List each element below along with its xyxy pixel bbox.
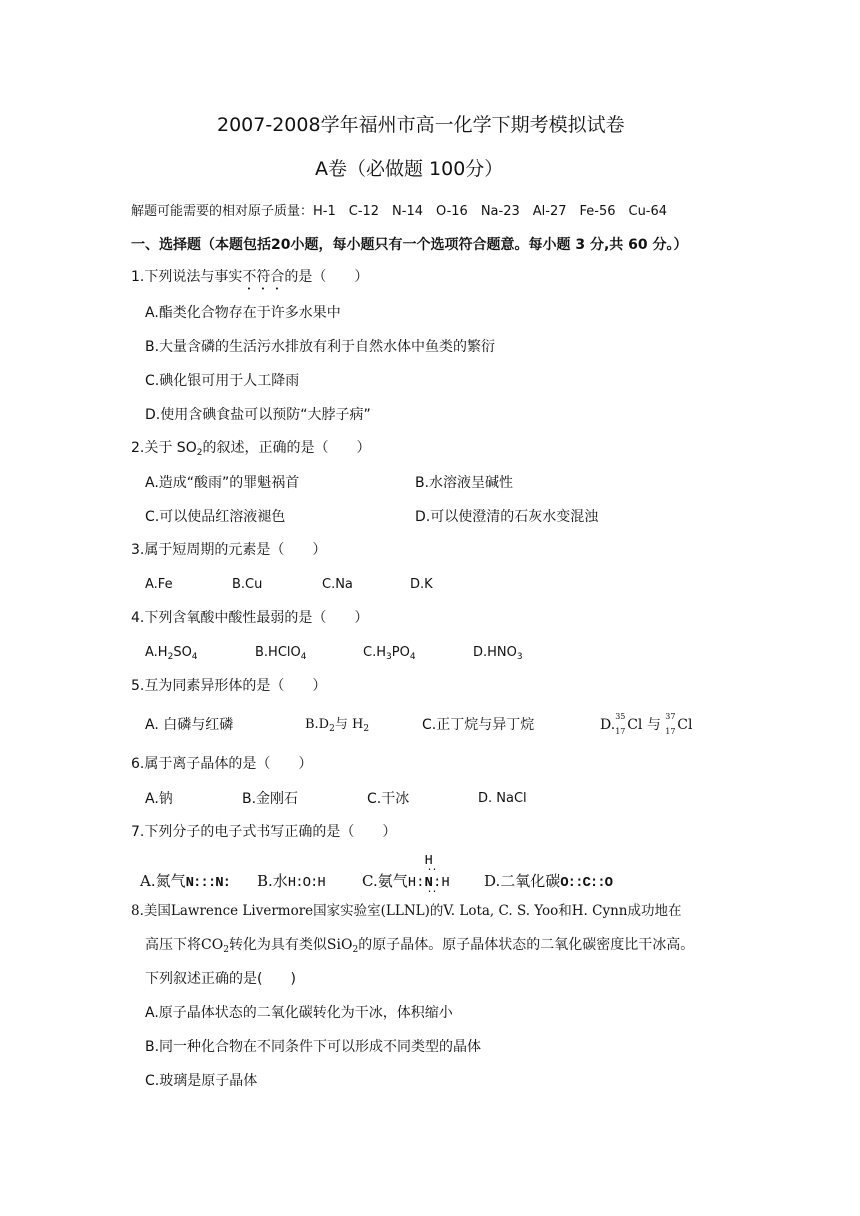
q4-a-mid: SO	[173, 645, 192, 660]
q7-c-label: C.氨气	[362, 872, 408, 890]
q1-option-b: B.大量含磷的生活污水排放有利于自然水体中鱼类的繁衍	[145, 339, 496, 355]
q5-d-z1: 17	[615, 727, 626, 736]
q2-stem-a: 2.关于 SO	[131, 440, 197, 456]
q3-option-c: C.Na	[322, 577, 353, 592]
q5-b-sub1: 2	[329, 724, 335, 734]
q7-c-formula	[407, 853, 450, 898]
q5-b-mid: 与 H	[334, 717, 364, 732]
q4-d-sub1: 3	[516, 652, 523, 662]
q7-c-dots-bottom: ··	[426, 887, 437, 898]
q1-stem-c: 的是（ ）	[284, 269, 369, 285]
q4-a-sub2: 4	[191, 652, 198, 662]
q4-b-pre: B.HClO	[255, 645, 301, 660]
q6-option-c: C.干冰	[367, 791, 410, 807]
q7-option-c	[362, 853, 450, 898]
atomic-mass-note: 解题可能需要的相对原子质量：H-1 C-12 N-14 O-16 Na-23 Al-27 Fe-56 Cu-64	[131, 204, 668, 219]
q4-c-mid: PO	[391, 645, 410, 660]
q5-d-label: D.	[600, 717, 616, 733]
q8-line2-a: 高压下将CO	[145, 937, 224, 953]
q7-c-top-h: H	[424, 853, 433, 869]
q7-option-b	[257, 870, 325, 891]
q4-c-sub1: 3	[386, 652, 392, 662]
q8-option-c: C.玻璃是原子晶体	[145, 1073, 258, 1089]
q3-option-d: D.K	[410, 577, 433, 592]
q8-option-a: A.原子晶体状态的二氧化碳转化为干冰，体积缩小	[145, 1005, 453, 1021]
q4-a-sub1: 2	[167, 652, 174, 662]
q5-option-d	[600, 712, 693, 736]
q7-c-right: :H	[432, 875, 450, 891]
q1-option-c: C.碘化银可用于人工降雨	[145, 373, 300, 389]
q7-c-dots-top: ··	[426, 865, 437, 876]
q4-option-a	[145, 644, 198, 662]
question-5-stem: 5.互为同素异形体的是（ ）	[131, 678, 327, 694]
q6-option-d: D. NaCl	[478, 791, 527, 806]
q5-b-pre: B.D	[305, 717, 330, 732]
q4-c-pre: C.H	[363, 645, 386, 660]
question-2-stem	[131, 439, 370, 457]
q6-option-a: A.钠	[145, 791, 173, 807]
q1-option-d: D.使用含碘食盐可以预防“大脖子病”	[145, 407, 371, 423]
q2-option-b: B.水溶液呈碱性	[415, 475, 514, 491]
q5-d-z2: 17	[665, 727, 676, 736]
isotope-cl-35	[615, 712, 643, 736]
question-6-stem: 6.属于离子晶体的是（ ）	[131, 756, 313, 772]
q4-option-b	[255, 644, 306, 662]
q5-d-mid: 与	[642, 717, 666, 733]
question-1-stem	[131, 268, 368, 293]
page-subtitle: A卷（必做题 100分）	[315, 158, 504, 180]
q2-option-a: A.造成“酸雨”的罪魁祸首	[145, 475, 300, 491]
q7-a-label: A.氮气	[140, 872, 186, 890]
q7-a-formula: N:::N:	[185, 875, 231, 891]
q4-a-pre: A.H	[145, 645, 168, 660]
q8-line2-sub1: 2	[223, 945, 229, 955]
q7-c-n: N	[424, 875, 433, 891]
q4-c-sub2: 4	[409, 652, 416, 662]
q5-option-a: A. 白磷与红磷	[145, 717, 234, 733]
q1-stem-a: 1.下列说法与事实	[131, 269, 243, 285]
q5-d-el2: Cl	[677, 717, 693, 733]
q7-c-n-group	[424, 853, 437, 898]
q2-option-c: C.可以使品红溶液褪色	[145, 509, 286, 525]
q3-option-b: B.Cu	[232, 577, 263, 592]
q8-line2-b: 转化为具有类似SiO	[228, 937, 353, 953]
q1-option-a: A.酯类化合物存在于许多水果中	[145, 305, 341, 321]
q7-option-a	[140, 870, 230, 891]
q6-option-b: B.金刚石	[242, 791, 299, 807]
q4-option-c	[363, 644, 416, 662]
q8-option-b: B.同一种化合物在不同条件下可以形成不同类型的晶体	[145, 1039, 482, 1055]
q7-b-label: B.水	[257, 872, 288, 890]
question-8-line-2	[145, 936, 694, 954]
q5-d-mass2: 37	[665, 712, 676, 721]
question-7-stem: 7.下列分子的电子式书写正确的是（ ）	[131, 824, 397, 840]
q5-option-b	[305, 716, 369, 734]
q8-line2-sub2: 2	[352, 945, 359, 955]
isotope-cl-37	[665, 712, 693, 736]
q5-d-el1: Cl	[627, 717, 643, 733]
q7-d-formula: O::C::O	[560, 875, 613, 891]
section-heading: 一、选择题（本题包括20小题，每小题只有一个选项符合题意。每小题 3 分,共 60 分。）	[131, 237, 688, 253]
q7-d-label: D.二氧化碳	[484, 872, 561, 890]
q1-stem-emphasis: 不符合	[242, 269, 285, 285]
q2-option-d: D.可以使澄清的石灰水变混浊	[415, 509, 599, 525]
q3-option-a: A.Fe	[145, 577, 173, 592]
q4-d-pre: D.HNO	[473, 645, 517, 660]
q4-option-d	[473, 644, 523, 662]
q8-line2-c: 的原子晶体。原子晶体状态的二氧化碳密度比干冰高。	[358, 937, 695, 953]
q7-c-left: H:	[407, 875, 425, 891]
q5-b-sub2: 2	[363, 724, 370, 734]
q2-stem-sub: 2	[196, 448, 203, 458]
q7-b-formula: H:O:H	[287, 875, 325, 891]
question-8-line-3: 下列叙述正确的是( )	[145, 971, 296, 987]
question-3-stem: 3.属于短周期的元素是（ ）	[131, 542, 327, 558]
question-4-stem: 4.下列含氧酸中酸性最弱的是（ ）	[131, 610, 369, 626]
q5-d-mass1: 35	[615, 712, 626, 721]
q7-option-d	[484, 870, 612, 891]
question-8-line-1: 8.美国Lawrence Livermore国家实验室(LLNL)的V. Lota, C. S. Yoo和H. Cynn成功地在	[131, 903, 682, 919]
q4-b-sub1: 4	[300, 652, 307, 662]
q2-stem-b: 的叙述，正确的是（ ）	[202, 440, 371, 456]
page-title: 2007-2008学年福州市高一化学下期考模拟试卷	[217, 114, 625, 136]
q5-option-c: C.正丁烷与异丁烷	[422, 717, 535, 733]
